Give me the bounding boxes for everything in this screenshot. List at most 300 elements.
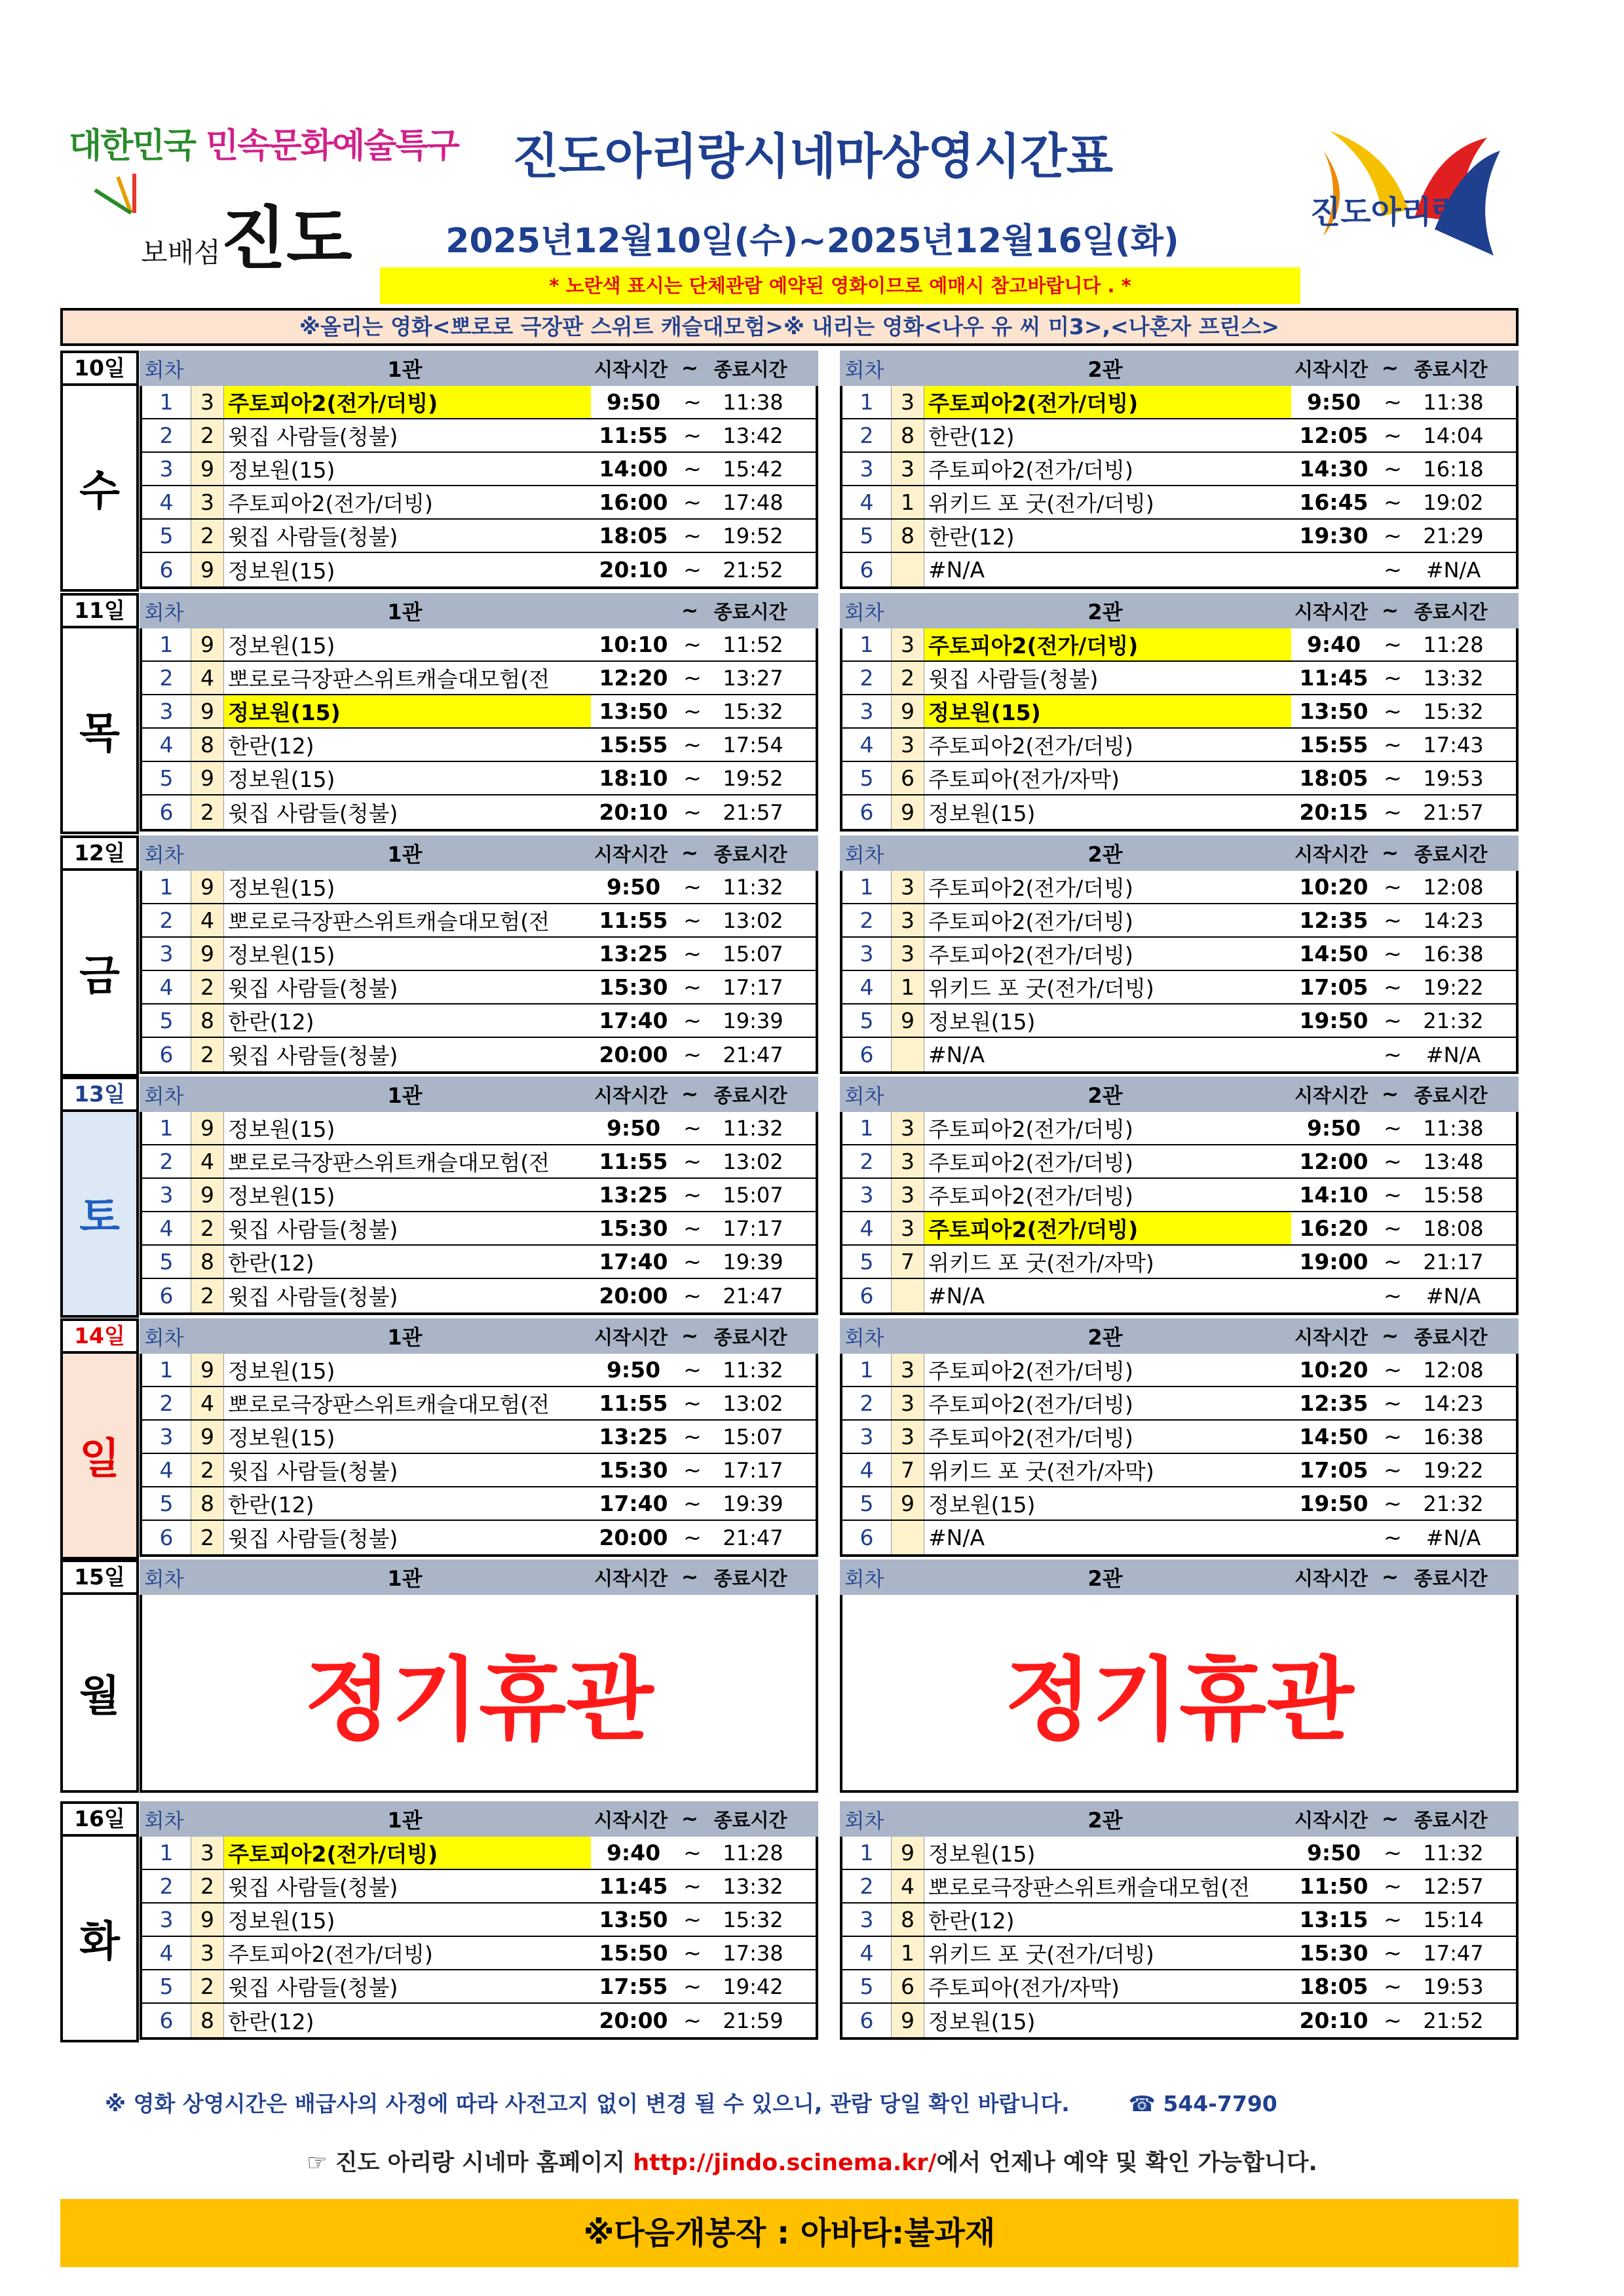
tilde: ~ <box>1384 974 1402 1000</box>
round-number: 5 <box>142 520 191 552</box>
end-time: 19:53 <box>1423 1974 1484 1999</box>
screen-code: 3 <box>191 386 224 418</box>
region-logo <box>69 118 459 295</box>
start-time: 12:05 <box>1299 423 1369 448</box>
movie-title: 위키드 포 굿(전가/자막) <box>928 1250 1154 1276</box>
header-round: 회차 <box>144 843 184 868</box>
header-end: 종료시간 <box>713 843 787 866</box>
start-time: 10:20 <box>1299 874 1369 900</box>
showtime-list <box>840 1354 1519 1557</box>
start-time: 20:10 <box>599 799 668 825</box>
schedule-change-note: ※ 영화 상영시간은 배급사의 사정에 따라 사전고지 없이 변경 될 수 있으니, 관람 당일 확인 바랍니다. ☎ 544-7790 <box>105 2091 1277 2116</box>
screen-code: 4 <box>191 1145 224 1177</box>
screen-code: 2 <box>191 971 224 1003</box>
showtime-list <box>840 628 1519 832</box>
screen-code: 7 <box>892 1454 924 1486</box>
round-number: 2 <box>842 904 892 936</box>
end-time: 17:47 <box>1423 1940 1484 1966</box>
end-time: 13:02 <box>723 1149 784 1174</box>
table-row <box>842 1212 1516 1246</box>
movie-title: 주토피아2(전가/더빙) <box>928 457 1133 483</box>
start-time: 11:50 <box>1299 1873 1369 1899</box>
start-time: 9:40 <box>1306 632 1361 657</box>
movie-title: 정보원(15) <box>228 1117 335 1142</box>
day-date: 11일 <box>60 593 139 628</box>
screen-code: 4 <box>191 1387 224 1419</box>
round-number: 1 <box>842 871 892 903</box>
start-time: 18:05 <box>1299 1974 1369 1999</box>
tilde: ~ <box>1384 389 1402 415</box>
end-time: 15:07 <box>723 941 784 966</box>
end-time: 16:18 <box>1423 456 1484 482</box>
table-row <box>842 1246 1516 1279</box>
movie-title: 윗집 사람들(청불) <box>228 524 398 550</box>
movie-title: #N/A <box>928 1525 985 1550</box>
tilde: ~ <box>1384 1525 1402 1550</box>
start-time: 20:00 <box>599 1042 668 1067</box>
movie-title: 주토피아2(전가/더빙) <box>224 1837 591 1869</box>
header-screen <box>889 1318 922 1354</box>
movie-title: 정보원(15) <box>928 2009 1036 2035</box>
movie-title: 윗집 사람들(청불) <box>228 1975 398 2000</box>
round-number: 1 <box>842 1354 892 1386</box>
header-hall-name: 1관 <box>387 357 423 382</box>
showtime-list <box>140 1112 818 1315</box>
end-time: 21:57 <box>1423 799 1484 825</box>
round-number: 2 <box>142 904 191 936</box>
movie-title: 정보원(15) <box>228 1358 335 1384</box>
table-row <box>142 1421 816 1454</box>
header-end: 종료시간 <box>713 1084 787 1107</box>
header-start: 시작시간 <box>594 1326 668 1349</box>
start-time: 9:50 <box>606 389 661 415</box>
end-time: 21:57 <box>723 799 784 825</box>
tilde: ~ <box>1384 874 1402 900</box>
end-time: 21:17 <box>1423 1249 1484 1274</box>
end-time: 11:32 <box>723 1357 784 1383</box>
start-time: 9:50 <box>606 1357 661 1383</box>
hall-header <box>840 1559 1519 1595</box>
table-row <box>142 971 816 1004</box>
table-row <box>842 662 1516 695</box>
header-hall-name: 2관 <box>1087 357 1123 382</box>
header-end: 종료시간 <box>1414 358 1488 381</box>
screen-code: 1 <box>892 486 924 518</box>
day-date: 12일 <box>60 835 139 871</box>
movie-title: 뽀로로극장판스위트캐슬대모험(전 <box>228 1150 550 1176</box>
tilde: ~ <box>683 1491 702 1516</box>
movie-title: 윗집 사람들(청불) <box>228 1284 398 1310</box>
homepage-link[interactable]: http://jindo.scinema.kr/ <box>633 2150 937 2176</box>
hall-header <box>140 593 818 628</box>
tilde: ~ <box>683 874 702 900</box>
table-row <box>842 1112 1516 1145</box>
header-end: 종료시간 <box>1414 843 1488 866</box>
round-number: 3 <box>142 453 191 485</box>
tilde: ~ <box>683 941 702 966</box>
end-time: 13:48 <box>1423 1149 1484 1174</box>
tilde: ~ <box>683 1215 702 1241</box>
movie-title: 윗집 사람들(청불) <box>228 1526 398 1552</box>
logo-tagline: 대한민국 민속문화예술특구 <box>69 126 459 166</box>
movie-title: 주토피아2(전가/더빙) <box>928 1392 1133 1417</box>
header-end: 종료시간 <box>713 600 787 623</box>
round-number: 1 <box>142 871 191 903</box>
hall-header <box>140 1077 818 1112</box>
screen-code: 3 <box>892 1387 924 1419</box>
header-tilde: ~ <box>1382 1807 1399 1831</box>
tilde: ~ <box>1384 732 1402 757</box>
start-time: 20:00 <box>599 1525 668 1550</box>
end-time: #N/A <box>1426 1283 1481 1309</box>
tilde: ~ <box>1384 1491 1402 1516</box>
movie-title: 정보원(15) <box>228 457 335 483</box>
arirang-logo <box>1304 124 1500 275</box>
table-row <box>842 1179 1516 1212</box>
header-start: 시작시간 <box>594 1567 668 1590</box>
tilde: ~ <box>1384 765 1402 791</box>
round-number: 3 <box>142 1179 191 1211</box>
tilde: ~ <box>683 1357 702 1383</box>
movie-title: 주토피아(전가/자막) <box>928 1975 1120 2000</box>
tilde: ~ <box>683 1042 702 1067</box>
movie-title: 주토피아2(전가/더빙) <box>228 1942 433 1967</box>
header-hall-name: 1관 <box>387 842 423 867</box>
tilde: ~ <box>683 1940 702 1966</box>
header-tilde: ~ <box>681 356 698 380</box>
round-number: 6 <box>142 1038 191 1071</box>
header-start: 시작시간 <box>1294 1326 1369 1349</box>
showtime-list <box>140 386 818 589</box>
round-number: 1 <box>842 1112 892 1144</box>
header-round: 회차 <box>144 601 184 625</box>
header-hall-name: 2관 <box>1087 1566 1123 1591</box>
tilde: ~ <box>683 799 702 825</box>
showtime-list <box>140 628 818 832</box>
movie-title: 주토피아2(전가/더빙) <box>928 733 1133 759</box>
tilde: ~ <box>1384 799 1402 825</box>
movie-title: 주토피아2(전가/더빙) <box>928 1425 1133 1451</box>
start-time: 13:50 <box>1299 698 1369 724</box>
tilde: ~ <box>683 1149 702 1174</box>
start-time <box>1291 553 1376 586</box>
start-time: 19:50 <box>1299 1008 1369 1033</box>
end-time: 15:58 <box>1423 1182 1484 1208</box>
table-row <box>142 1487 816 1521</box>
screen-code: 9 <box>191 871 224 903</box>
movie-title: 주토피아2(전가/더빙) <box>924 628 1291 660</box>
tilde: ~ <box>1384 1008 1402 1033</box>
table-row <box>142 486 816 520</box>
start-time: 20:00 <box>599 1283 668 1309</box>
round-number: 4 <box>842 729 892 761</box>
end-time: 15:07 <box>723 1182 784 1208</box>
end-time: 14:23 <box>1423 908 1484 933</box>
movie-title: 주토피아2(전가/더빙) <box>928 1150 1133 1176</box>
table-row <box>842 1387 1516 1421</box>
round-number: 6 <box>142 1279 191 1312</box>
end-time: 12:08 <box>1423 1357 1484 1383</box>
table-row <box>842 795 1516 829</box>
start-time: 19:50 <box>1299 1491 1369 1516</box>
round-number: 6 <box>142 553 191 586</box>
screen-code: 7 <box>892 1246 924 1278</box>
tilde: ~ <box>1384 523 1402 548</box>
tilde: ~ <box>683 456 702 482</box>
table-row <box>842 971 1516 1004</box>
day-date: 10일 <box>60 351 139 386</box>
round-number: 5 <box>842 762 892 794</box>
svg-text:진도아리랑: 진도아리랑 <box>1310 194 1462 231</box>
closed-notice: 정기휴관 <box>140 1595 818 1793</box>
header-end: 종료시간 <box>1414 1567 1488 1590</box>
table-row <box>842 871 1516 904</box>
table-row <box>842 2004 1516 2037</box>
table-row <box>142 1038 816 1071</box>
end-time: 19:22 <box>1423 974 1484 1000</box>
round-number: 1 <box>142 1837 191 1869</box>
screen-code: 8 <box>191 1487 224 1520</box>
table-row <box>142 1387 816 1421</box>
tilde: ~ <box>1384 1215 1402 1241</box>
screen-code: 3 <box>892 453 924 485</box>
table-row <box>842 1279 1516 1312</box>
screen-code: 9 <box>191 1904 224 1936</box>
start-time: 20:10 <box>1299 2008 1369 2033</box>
movie-title: 정보원(15) <box>928 1841 1036 1867</box>
screen-code: 2 <box>892 662 924 694</box>
screen-code: 4 <box>892 1870 924 1902</box>
end-time: 21:32 <box>1423 1008 1484 1033</box>
screen-code: 9 <box>191 1421 224 1453</box>
end-time: 17:38 <box>723 1940 784 1966</box>
header-start: 시작시간 <box>594 358 668 381</box>
tilde: ~ <box>1384 1873 1402 1899</box>
table-row <box>142 1179 816 1212</box>
hall-header <box>140 1318 818 1354</box>
round-number: 3 <box>142 1421 191 1453</box>
header-tilde: ~ <box>681 1324 698 1348</box>
end-time: 19:39 <box>723 1249 784 1274</box>
header-tilde: ~ <box>1382 1082 1399 1106</box>
header-hall-name: 2관 <box>1087 1808 1123 1833</box>
start-time: 18:05 <box>1299 765 1369 791</box>
table-row <box>142 386 816 419</box>
header-screen <box>189 1559 221 1595</box>
start-time: 11:55 <box>599 908 668 933</box>
start-time: 10:10 <box>599 632 668 657</box>
screen-code: 3 <box>892 1212 924 1244</box>
header-tilde: ~ <box>681 1082 698 1106</box>
showtime-list <box>140 871 818 1074</box>
tilde: ~ <box>683 1907 702 1932</box>
table-row <box>142 1246 816 1279</box>
movie-title: 정보원(15) <box>228 1425 335 1451</box>
round-number: 5 <box>842 1246 892 1278</box>
screen-code: 2 <box>191 795 224 829</box>
tilde: ~ <box>1384 1042 1402 1067</box>
weekday-label: 금 <box>60 871 139 1077</box>
end-time: 17:43 <box>1423 732 1484 757</box>
table-row <box>142 695 816 729</box>
hall-header <box>140 1801 818 1837</box>
showtime-list <box>840 871 1519 1074</box>
screen-code: 3 <box>191 486 224 518</box>
movie-title: 주토피아2(전가/더빙) <box>928 875 1133 901</box>
screen-code: 8 <box>892 419 924 451</box>
table-row <box>142 628 816 662</box>
header-round: 회차 <box>844 1567 884 1592</box>
movie-title: 한란(12) <box>228 1492 314 1518</box>
movie-title: 한란(12) <box>228 1250 314 1276</box>
movie-title: 정보원(15) <box>228 875 335 901</box>
header-round: 회차 <box>844 1326 884 1350</box>
header-end: 종료시간 <box>713 1808 787 1831</box>
start-time: 15:55 <box>599 732 668 757</box>
header-round: 회차 <box>844 843 884 868</box>
table-row <box>842 695 1516 729</box>
start-time: 19:30 <box>1299 523 1369 548</box>
end-time: #N/A <box>1426 1042 1481 1067</box>
table-row <box>142 1112 816 1145</box>
tilde: ~ <box>683 1182 702 1208</box>
movie-title: 윗집 사람들(청불) <box>928 666 1099 692</box>
movie-title: 윗집 사람들(청불) <box>228 424 398 450</box>
round-number: 1 <box>142 628 191 660</box>
round-number: 6 <box>842 1038 892 1071</box>
screen-code: 9 <box>892 2004 924 2037</box>
start-time <box>1291 1521 1376 1554</box>
end-time: 21:32 <box>1423 1491 1484 1516</box>
end-time: 15:32 <box>1423 698 1484 724</box>
header-hall-name: 2관 <box>1087 600 1123 624</box>
round-number: 3 <box>842 1421 892 1453</box>
table-row <box>142 1521 816 1554</box>
screen-code: 3 <box>892 938 924 970</box>
movie-title: #N/A <box>928 1283 985 1309</box>
table-row <box>142 1837 816 1870</box>
movie-title: 뽀로로극장판스위트캐슬대모험(전 <box>928 1875 1251 1900</box>
movie-title: 윗집 사람들(청불) <box>228 1875 398 1900</box>
screen-code: 9 <box>191 938 224 970</box>
movie-title: #N/A <box>928 1042 985 1067</box>
end-time: 19:53 <box>1423 765 1484 791</box>
tilde: ~ <box>683 698 702 724</box>
round-number: 6 <box>142 2004 191 2037</box>
movie-title: 정보원(15) <box>228 558 335 584</box>
tilde: ~ <box>1384 1457 1402 1483</box>
start-time: 12:20 <box>599 665 668 691</box>
round-number: 2 <box>842 662 892 694</box>
round-number: 4 <box>842 971 892 1003</box>
hall-header <box>840 351 1519 386</box>
header-screen <box>189 1077 221 1112</box>
table-row <box>842 1904 1516 1937</box>
end-time: 13:27 <box>723 665 784 691</box>
movie-title: 뽀로로극장판스위트캐슬대모험(전 <box>228 909 550 934</box>
movie-title: 주토피아2(전가/더빙) <box>928 909 1133 934</box>
screen-code: 9 <box>892 695 924 727</box>
header-hall-name: 1관 <box>387 1566 423 1591</box>
table-row <box>142 1970 816 2004</box>
header-end: 종료시간 <box>1414 1084 1488 1107</box>
screen-code: 8 <box>191 1004 224 1037</box>
table-row <box>142 729 816 762</box>
end-time: 13:42 <box>723 423 784 448</box>
start-time: 15:55 <box>1299 732 1369 757</box>
hall-header <box>840 1318 1519 1354</box>
round-number: 4 <box>142 1454 191 1486</box>
table-row <box>842 1837 1516 1870</box>
end-time: 21:52 <box>723 557 784 583</box>
screen-code: 9 <box>191 1179 224 1211</box>
showtime-list <box>840 386 1519 589</box>
end-time: 15:42 <box>723 456 784 482</box>
next-release-banner: ※다음개봉작 : 아바타:불과재 <box>60 2199 1519 2267</box>
header-start: 시작시간 <box>1294 1084 1369 1107</box>
screen-code: 3 <box>892 1179 924 1211</box>
start-time: 18:05 <box>599 523 668 548</box>
table-row <box>842 1038 1516 1071</box>
day-date: 13일 <box>60 1077 139 1112</box>
round-number: 6 <box>842 1279 892 1312</box>
movie-title: 정보원(15) <box>924 695 1291 727</box>
date-range: 2025년12월10일(수)~2025년12월16일(화) <box>445 221 1179 261</box>
header-tilde: ~ <box>1382 1565 1399 1589</box>
screen-code: 3 <box>191 1837 224 1869</box>
hall-header <box>140 1559 818 1595</box>
start-time: 11:45 <box>599 1873 668 1899</box>
round-number: 2 <box>142 1870 191 1902</box>
end-time: 21:52 <box>1423 2008 1484 2033</box>
screen-code: 9 <box>892 1004 924 1037</box>
start-time: 14:10 <box>1299 1182 1369 1208</box>
table-row <box>842 1937 1516 1970</box>
screen-code: 2 <box>191 1279 224 1312</box>
round-number: 5 <box>142 1246 191 1278</box>
movie-title: 정보원(15) <box>228 633 335 659</box>
movie-title: 한란(12) <box>928 424 1015 450</box>
screen-code: 2 <box>191 1870 224 1902</box>
start-time: 15:50 <box>599 1940 668 1966</box>
header-start: 시작시간 <box>594 843 668 866</box>
start-time: 17:05 <box>1299 974 1369 1000</box>
screen-code: 6 <box>892 762 924 794</box>
end-time: 21:47 <box>723 1525 784 1550</box>
round-number: 3 <box>142 938 191 970</box>
round-number: 2 <box>142 419 191 451</box>
table-row <box>142 1004 816 1038</box>
start-time: 11:55 <box>599 1149 668 1174</box>
tilde: ~ <box>683 1525 702 1550</box>
movie-title: 윗집 사람들(청불) <box>228 801 398 826</box>
screen-code: 9 <box>892 1487 924 1520</box>
end-time: 21:47 <box>723 1283 784 1309</box>
round-number: 4 <box>842 1212 892 1244</box>
movie-title: 한란(12) <box>228 2009 314 2035</box>
header-end: 종료시간 <box>713 358 787 381</box>
movie-title: 주토피아2(전가/더빙) <box>924 386 1291 418</box>
table-row <box>142 904 816 938</box>
screen-code: 2 <box>191 1212 224 1244</box>
tilde: ~ <box>1384 557 1402 583</box>
movie-title: 위키드 포 굿(전가/더빙) <box>928 1942 1154 1967</box>
round-number: 2 <box>842 1145 892 1177</box>
movie-title: 정보원(15) <box>228 1183 335 1209</box>
movie-title: 윗집 사람들(청불) <box>228 1217 398 1242</box>
round-number: 3 <box>842 453 892 485</box>
header-tilde: ~ <box>1382 356 1399 380</box>
